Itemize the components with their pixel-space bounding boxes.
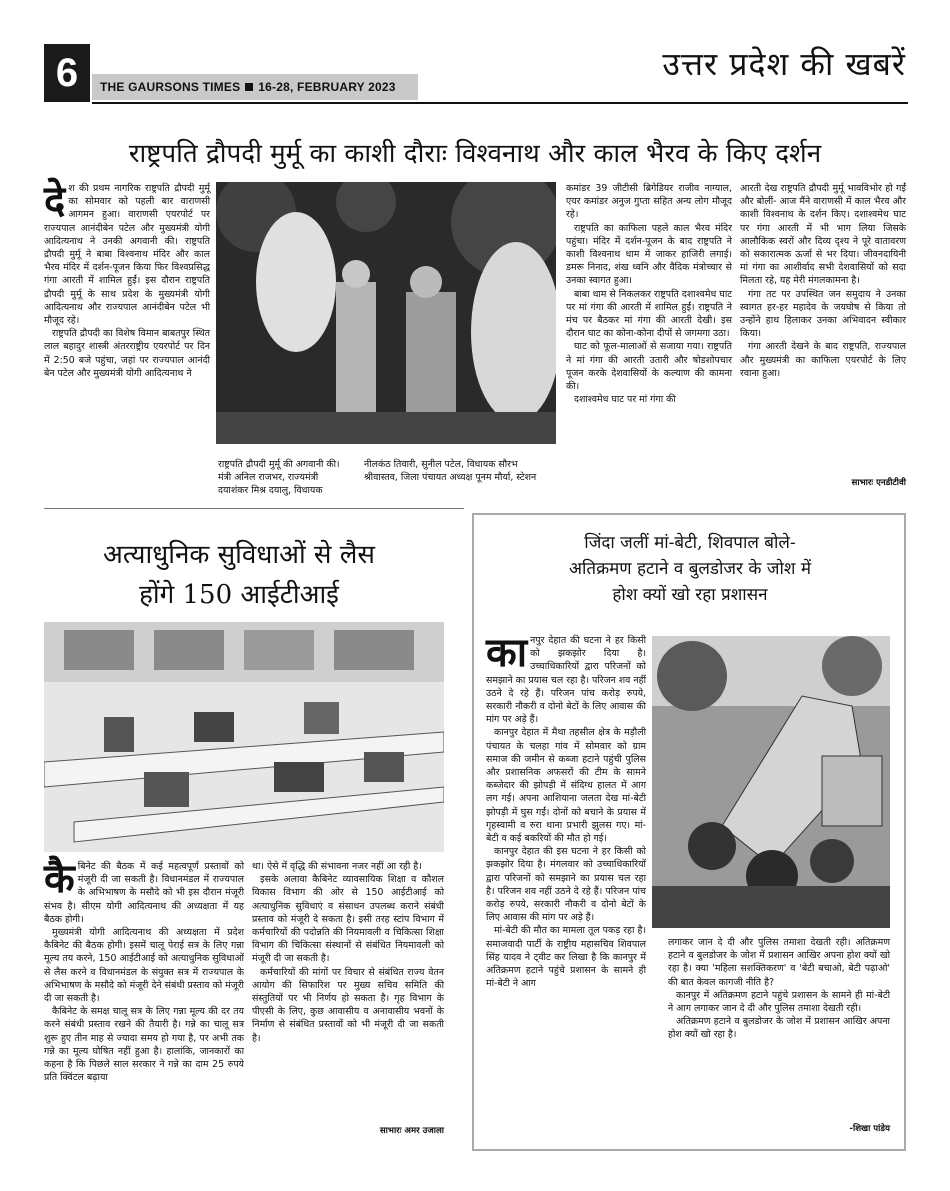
story3-photo-bulldozer	[652, 636, 890, 928]
story1-paragraph: दशाश्वमेध घाट पर मां गंगा की	[574, 394, 676, 406]
header-rule	[92, 102, 908, 104]
story3-paragraph: कानपुर में अतिक्रमण हटाने पहुंचे प्रशासन के सामने ही मां-बेटी ने आग लगाकर जान दे दी और पुलिस तमाशा देखती रही।	[668, 989, 890, 1015]
photo-illustration	[216, 182, 556, 444]
story3-paragraph: नपुर देहात की घटना ने हर किसी को झकझोर दिया है। उच्चाधिकारियों द्वारा परिजनों को समझाने का प्रयास चल रहा है। परिजन शव नहीं उठने दे रहे हैं। परिजन पांच करोड़ रुपये, सरकारी नौकरी व दोनो बेटों के लिए आवास की मांग पर अड़े हैं।	[486, 635, 646, 726]
story1-paragraph: राष्ट्रपति का काफिला पहले काल भैरव मंदिर पहुंचा। मंदिर में दर्शन-पूजन के बाद राष्ट्रपति ने काशी विश्वनाथ धाम में जाकर हाजिरी लगाई। डमरू निनाद, शंख ध्वनि और वैदिक मंत्रोच्चार से उनका स्वागत हुआ।	[566, 222, 732, 287]
story3-drop-cap: का	[486, 629, 528, 676]
story3-column-2	[668, 936, 890, 1042]
story1-source: साभारः एनडीटीवी	[851, 478, 906, 488]
story1-drop-cap: दे	[44, 177, 66, 224]
story3-paragraph: कानपुर देहात में मैथा तहसील क्षेत्र के मड़ौली पंचायत के चलहा गांव में सोमवार को ग्राम समाज की जमीन से कब्जा हटाने पहुंची पुलिस और प्रशासनिक अफसरों की टीम के सामने कब्जेदार की झोपड़ी में संदिग्ध हालत में आग लग गई। अपना आशियाना जलता देख मां-बेटी झोपड़ी में घुस गईं। दोनों को बचाने के प्रयास में गृहस्वामी व रुरा थाना प्रभारी झुलस गए। मां-बेटी व कई बकरियों की मौत हो गई।	[486, 727, 646, 845]
story1-paragraph: राष्ट्रपति द्रौपदी का विशेष विमान बाबतपुर स्थित लाल बहादुर शास्त्री अंतरराष्ट्रीय एयरपोर्ट पर दिन में 2:50 बजे पहुंचा, जहां पर राज्यपाल आनंदी बेन पटेल और मुख्यमंत्री योगी आदित्यनाथ ने	[44, 328, 210, 379]
story2-column-2	[252, 860, 444, 1045]
story3-paragraph: लगाकर जान दे दी और पुलिस तमाशा देखती रही। अतिक्रमण हटाने व बुलडोजर के जोश में प्रशासन आखिर अपना होश क्यों खो रहा है। क्या 'महिला सशक्तिकरण' व 'बेटी बचाओ, बेटी पढ़ाओ' की बात केवल कागजी नीति है?	[668, 937, 890, 988]
story2-headline-line-2: होंगे 150 आईटीआई	[139, 580, 339, 610]
story2-source: साभारः अमर उजाला	[379, 1126, 444, 1136]
story2-paragraph: कर्मचारियों की मांगों पर विचार से संबंधित राज्य वेतन आयोग की सिफारिश पर मुख्य सचिव समिति की संस्तुतियों पर भी निर्णय हो सकता है। गृह विभाग के पीएसी के लिए, कुछ आवासीय व अनावासीय भवनों के निर्माण से संबंधित प्रस्तावों को भी मंजूरी दी जा सकती है।	[252, 966, 444, 1044]
story1-paragraph: कमांडर 39 जीटीसी ब्रिगेडियर राजीव नाग्याल, एयर कमांडर अनुज गुप्ता सहित अन्य लोग मौजूद रहे।	[566, 183, 732, 221]
story1-caption-right: नीलकंठ तिवारी, सुनील पटेल, विधायक सौरभ श्रीवास्तव, जिला पंचायत अध्यक्ष पूनम मौर्या, स्टेशन	[364, 459, 537, 483]
story1-paragraph: श की प्रथम नागरिक राष्ट्रपति द्रौपदी मुर्मू का सोमवार को पहली बार वाराणसी आगमन हुआ। वाराणसी एयरपोर्ट पर राज्यपाल आनंदीबेन पटेल और मुख्यमंत्री योगी आदित्यनाथ ने उनकी अगवानी की। राष्ट्रपति द्रौपदी मुर्मू ने बाबा विश्वनाथ मंदिर और काल भैरव मंदिर में दर्शन-पूजन किया फिर विश्वप्रसिद्ध गंगा आरती में शामिल हुईं। इस दौरान राष्ट्रपति द्रौपदी मुर्मू के साथ प्रदेश के मुख्यमंत्री योगी आदित्यनाथ और राज्यपाल आनंदीबेन पटेल भी मौजूद रहे।	[44, 183, 210, 327]
story1-photo-president-aarti	[216, 182, 556, 444]
story3-source: -शिखा पांडेय	[849, 1124, 890, 1134]
section-title: उत्तर प्रदेश की खबरें	[662, 45, 906, 83]
photo-illustration	[652, 636, 890, 928]
photo-illustration	[44, 622, 444, 852]
section-divider	[44, 508, 464, 509]
story3-paragraph: कानपुर देहात की इस घटना ने हर किसी को झकझोर दिया है। मंगलवार को उच्चाधिकारियों द्वारा परिजनों को समझाने का प्रयास चल रहा है। परिजन शव नहीं उठने दे रहे हैं। परिजन पांच करोड़ रुपये, सरकारी नौकरी व दोनो बेटों के लिए आवास की मांग पर अड़े हैं।	[486, 846, 646, 924]
story1-column-4	[740, 182, 906, 380]
story2-paragraph: था। ऐसे में वृद्धि की संभावना नजर नहीं आ रही है।	[252, 861, 422, 872]
story2-headline	[44, 535, 434, 615]
story1-paragraph: आरती देख राष्ट्रपति द्रौपदी मुर्मू भावविभोर हो गईं और बोलीं- आज मैंने वाराणसी में काल भैरव और काशी विश्वनाथ के दर्शन किए। दशाश्वमेध घाट पर गंगा आरती में भी भाग लिया जिसके आलौकिक स्वरों और दिव्य दृश्य ने पूरे वातावरण को सकारात्मक ऊर्जा से भर दिया। जीवनदायिनी मां गंगा का आशीर्वाद सभी देशवासियों को सदा मिलता रहे, यह मेरी मंगलकामना है।	[740, 183, 906, 287]
story1-column-3	[566, 182, 732, 406]
story2-photo-iti-lab	[44, 622, 444, 852]
masthead-title: THE GAURSONS TIMES	[100, 80, 241, 94]
story2-paragraph: बिनेट की बैठक में कई महत्वपूर्ण प्रस्तावों को मंजूरी दी जा सकती है। विधानमंडल में राज्यपाल के अभिभाषण के मसौदे को भी इस दौरान मंजूरी संभव है। सीएम योगी आदित्यनाथ की अध्यक्षता में यह बैठक होगी।	[44, 861, 244, 925]
story1-paragraph: बाबा धाम से निकलकर राष्ट्रपति दशाश्वमेध घाट पर मां गंगा की आरती में शामिल हुईं। राष्ट्रपति ने मंच पर बैठकर मां गंगा की आरती देखी। इस दौरान घाट का कोना-कोना दीपों से जगमगा उठा।	[566, 288, 732, 340]
story1-column-1	[44, 177, 210, 380]
story3-headline-line-3: होश क्यों खो रहा प्रशासन	[612, 585, 768, 605]
story2-paragraph: मुख्यमंत्री योगी आदित्यनाथ की अध्यक्षता में प्रदेश कैबिनेट की बैठक होगी। इसमें चालू पेराई सत्र के लिए गन्ना मूल्य तय करने, 150 आईटीआई को अत्याधुनिक सुविधाओं से लैस करने व विधानमंडल के संयुक्त सत्र में राज्यपाल के अभिभाषण के मसौदे को मंजूरी देने संबंधी प्रस्ताव को मंजूरी दी जा सकती है।	[44, 927, 244, 1005]
story1-paragraph: गंगा तट पर उपस्थित जन समुदाय ने उनका स्वागत हर-हर महादेव के जयघोष से किया तो उन्होंने हाथ हिलाकर उनका अभिवादन स्वीकार किया।	[740, 288, 906, 340]
story2-column-1	[44, 855, 244, 1084]
story3-paragraph: अतिक्रमण हटाने व बुलडोजर के जोश में प्रशासन आखिर अपना होश क्यों खो रहा है।	[668, 1016, 890, 1041]
page-number: 6	[44, 44, 90, 102]
story3-headline-line-1: जिंदा जलीं मां-बेटी, शिवपाल बोले-	[584, 533, 796, 553]
story1-caption-left: राष्ट्रपति द्रौपदी मुर्मू की अगवानी की। मंत्री अनिल राजभर, राज्यमंत्री दयाशंकर मिश्र दयालु, विधायक	[218, 459, 340, 496]
story2-drop-cap: कै	[44, 855, 75, 902]
story3-headline	[490, 530, 890, 608]
story2-headline-line-1: अत्याधुनिक सुविधाओं से लैस	[103, 540, 375, 570]
story1-paragraph: गंगा आरती देखने के बाद राष्ट्रपति, राज्यपाल और मुख्यमंत्री का काफिला एयरपोर्ट के लिए रवाना हुआ।	[740, 341, 906, 379]
story2-paragraph: इसके अलावा कैबिनेट व्यावसायिक शिक्षा व कौशल विकास विभाग की ओर से 150 आईटीआई को अत्याधुनिक सुविधाएं व संसाधन उपलब्ध कराने संबंधी प्रस्ताव को मंजूरी दे सकता है। इसी तरह स्टांप विभाग में कर्मचारियों की पदोन्नति की नियमावली व चिकित्सा शिक्षा विभाग की चिकित्सा संस्थानों से संबंधित नियमावली को मंजूरी दी जा सकती है।	[252, 874, 444, 965]
story1-headline: राष्ट्रपति द्रौपदी मुर्मू का काशी दौराः विश्वनाथ और काल भैरव के किए दर्शन	[128, 139, 822, 169]
story3-column-1	[486, 629, 646, 990]
story3-headline-line-2: अतिक्रमण हटाने व बुलडोजर के जोश में	[569, 559, 811, 579]
story3-paragraph: मां-बेटी की मौत का मामला तूल पकड़ रहा है। समाजवादी पार्टी के राष्ट्रीय महासचिव शिवपाल सिंह यादव ने ट्वीट कर लिखा है कि कानपुर में अतिक्रमण हटाने पहुंचे प्रशासन के सामने ही मां-बेटी ने आग	[486, 925, 646, 990]
story1-paragraph: घाट को फूल-मालाओं से सजाया गया। राष्ट्रपति ने मां गंगा की आरती उतारी और षोडशोपचार पूजन करके देशवासियों के कल्याण की कामना की।	[566, 341, 732, 393]
masthead-bar	[92, 74, 418, 100]
square-bullet-icon	[245, 83, 253, 91]
story2-paragraph: कैबिनेट के समक्ष चालू सत्र के लिए गन्ना मूल्य की दर तय करने संबंधी प्रस्ताव रखने की तैयारी है। गन्ने का चालू सत्र शुरू हुए तीन माह से ज्यादा समय हो गया है, पर अभी तक गन्ने का मूल्य घोषित नहीं हुआ है। हालांकि, जानकारों का कहना है कि पिछले साल सरकार ने गन्ने का दाम 25 रुपये प्रति क्विंटल बढ़ाया	[44, 1006, 244, 1084]
issue-date: 16-28, FEBRUARY 2023	[258, 80, 396, 94]
